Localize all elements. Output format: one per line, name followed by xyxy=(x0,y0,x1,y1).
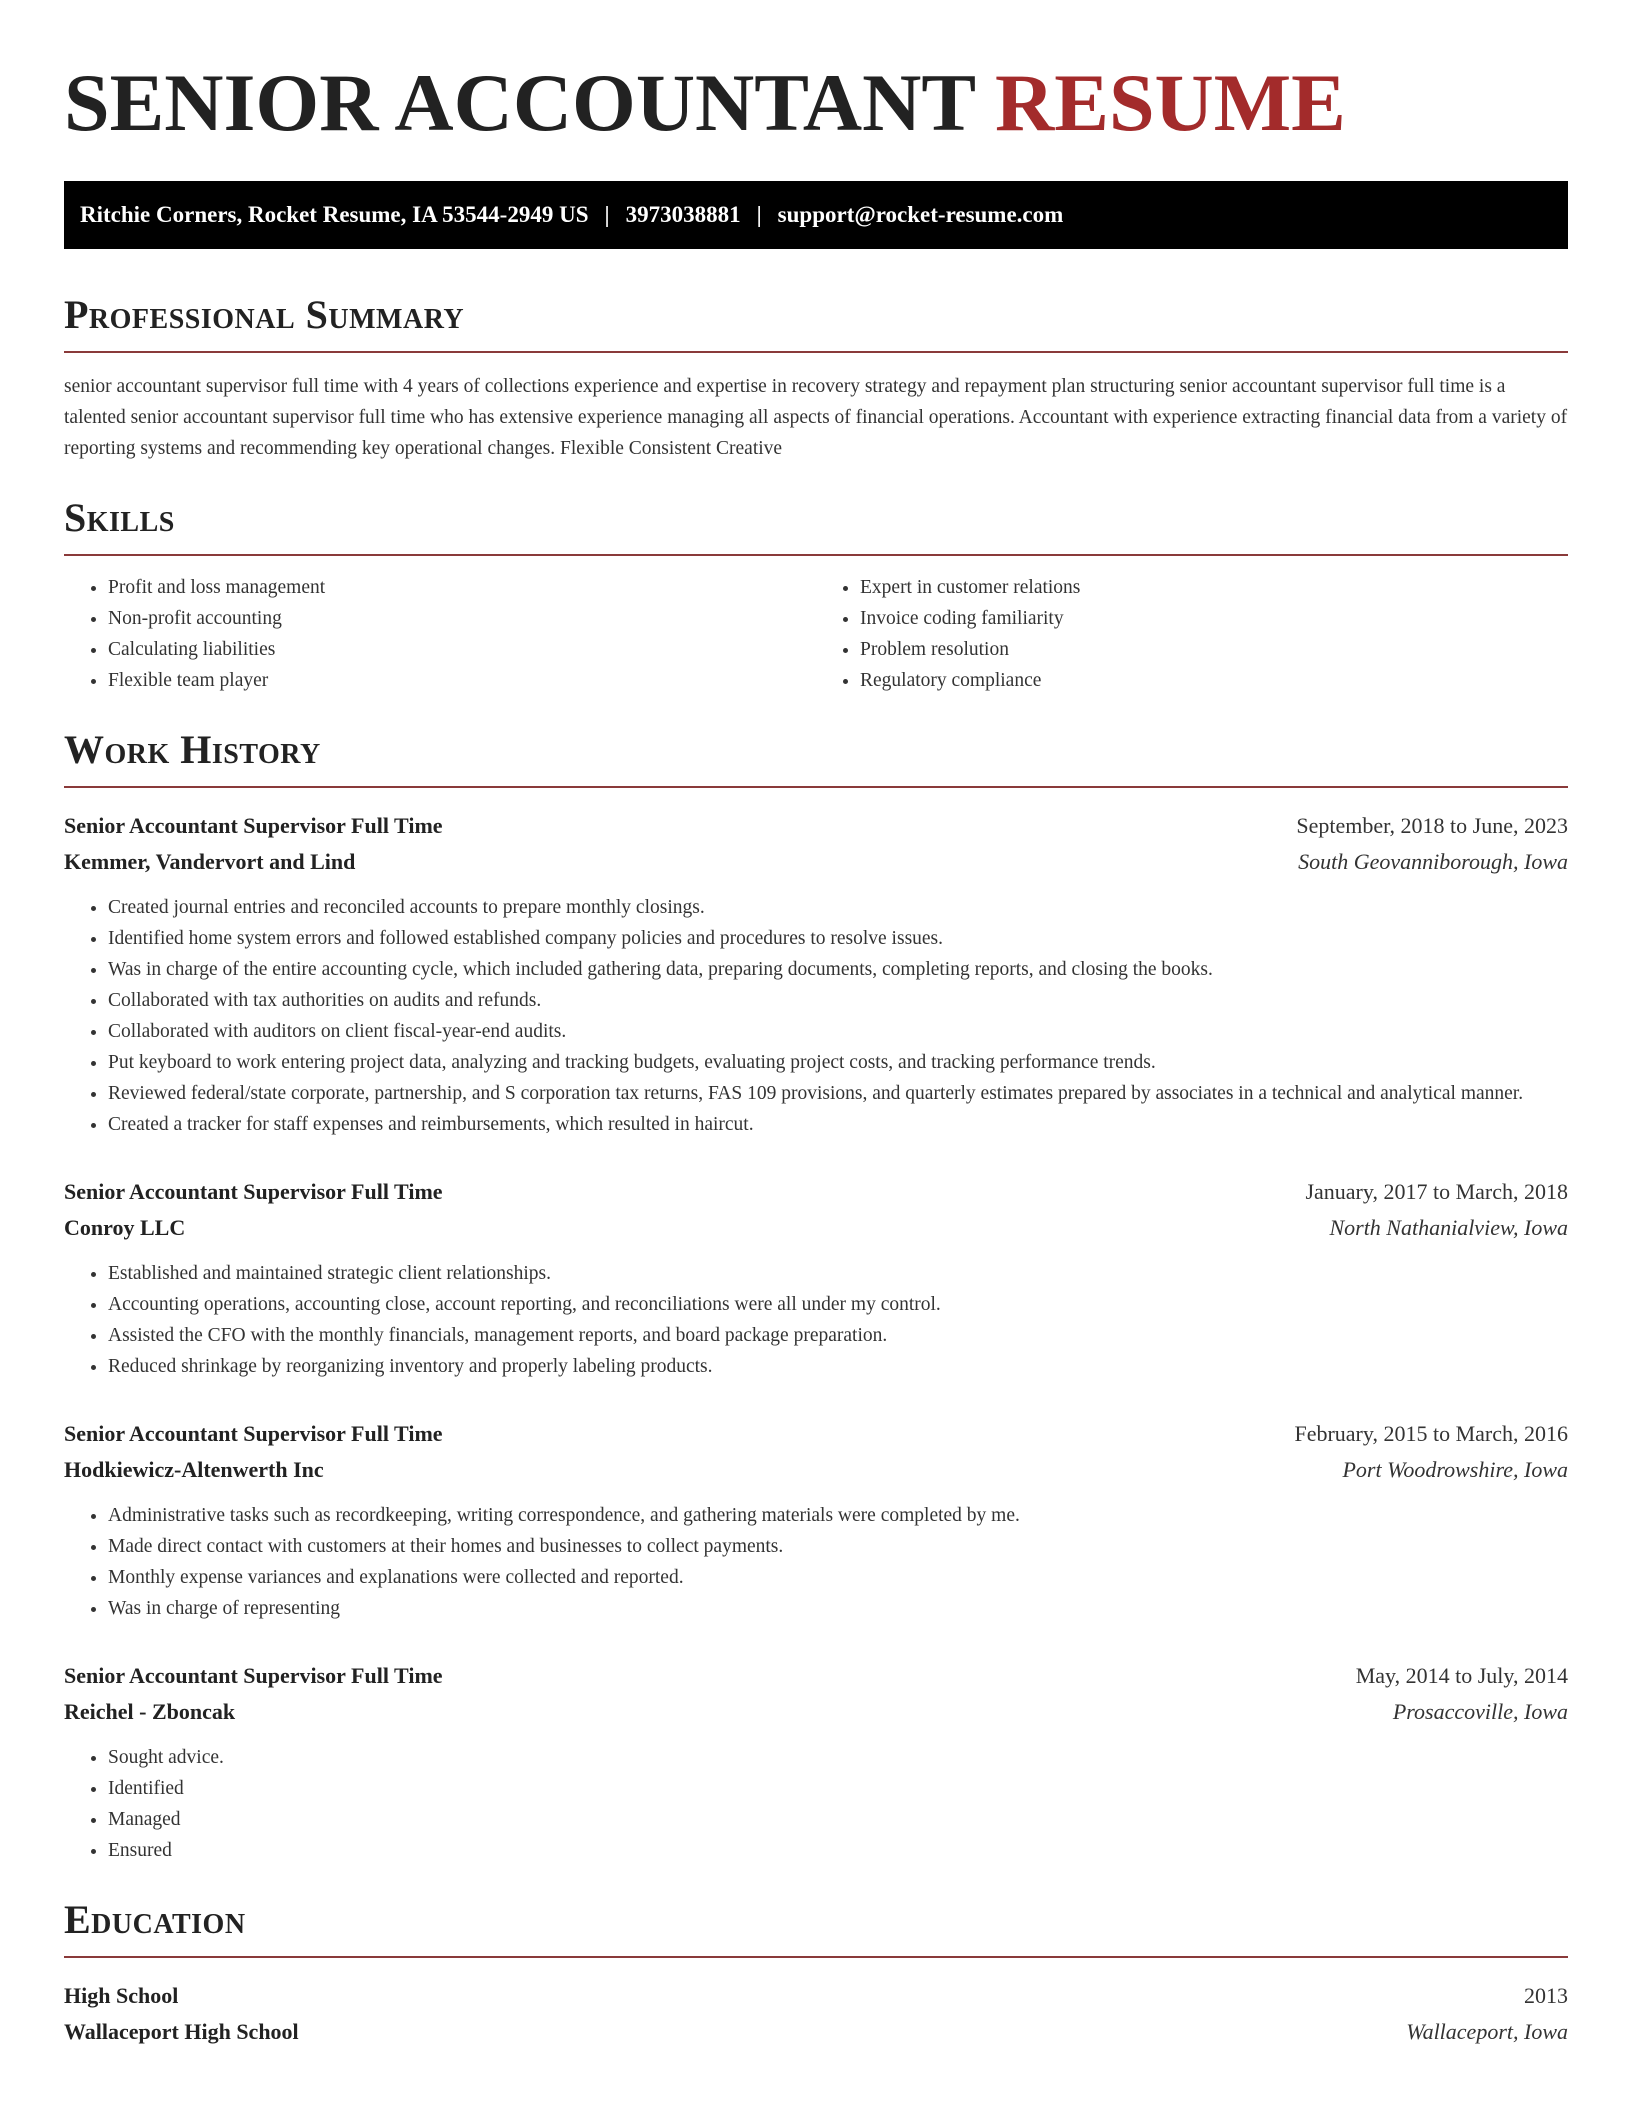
job-entry xyxy=(64,1416,1568,1624)
job-bullet: • Monthly expense variances and explanations were collected and reported. xyxy=(108,1562,1568,1593)
job-bullet: • Ensured xyxy=(108,1835,1568,1866)
job-bullet: • Identified xyxy=(108,1773,1568,1804)
summary-text: senior accountant supervisor full time with 4 years of collections experience and expertise in recovery strategy and repayment plan structuring senior accountant supervisor full time is a talented senior accountant supervisor full time who has extensive experience managing all aspects of financial operations. Accountant with experience extracting financial data from a variety of reporting systems and recommending key operational changes. Flexible Consistent Creative xyxy=(64,376,1568,459)
job-company: Hodkiewicz-Altenwerth Inc xyxy=(64,1457,324,1482)
education-location: Wallaceport, Iowa xyxy=(1406,2019,1568,2044)
job-company: Conroy LLC xyxy=(64,1215,186,1240)
job-bullet: • Created journal entries and reconciled accounts to prepare monthly closings. xyxy=(108,892,1568,923)
job-location: Prosaccoville, Iowa xyxy=(1392,1699,1568,1724)
job-title: Senior Accountant Supervisor Full Time xyxy=(64,1179,443,1204)
job-bullet: • Identified home system errors and followed established company policies and procedures to resolve issues. xyxy=(108,923,1568,954)
job-company-row xyxy=(64,1452,1568,1488)
contact-phone: 3973038881 xyxy=(625,202,741,227)
skill-item: • Regulatory compliance xyxy=(860,665,1568,696)
job-dates: February, 2015 to March, 2016 xyxy=(1294,1421,1568,1446)
job-bullet: • Collaborated with auditors on client fiscal-year-end audits. xyxy=(108,1016,1568,1047)
skills-heading: Skills xyxy=(64,495,175,540)
job-bullet: • Was in charge of the entire accounting cycle, which included gathering data, preparing documents, completing reports, and closing the books. xyxy=(108,954,1568,985)
job-title: Senior Accountant Supervisor Full Time xyxy=(64,1663,443,1688)
skills-column-right xyxy=(816,572,1568,696)
section-divider xyxy=(64,786,1568,788)
education-header-row xyxy=(64,1978,1568,2014)
job-bullets xyxy=(64,1258,1568,1382)
contact-email: support@rocket-resume.com xyxy=(777,202,1064,227)
job-bullet: • Reviewed federal/state corporate, partnership, and S corporation tax returns, FAS 109 provisions, and quarterly estimates prepared by associates in a technical and analytical manner. xyxy=(108,1078,1568,1109)
contact-separator: | xyxy=(756,202,762,227)
education-section xyxy=(64,1896,1568,2050)
title-accent: RESUME xyxy=(995,57,1346,148)
job-company: Reichel - Zboncak xyxy=(64,1699,236,1724)
work-history-heading: Work History xyxy=(64,727,321,772)
skill-item: • Calculating liabilities xyxy=(108,634,816,665)
summary-heading: Professional Summary xyxy=(64,292,465,337)
job-location: South Geovanniborough, Iowa xyxy=(1298,849,1568,874)
skill-item: • Non-profit accounting xyxy=(108,603,816,634)
job-location: Port Woodrowshire, Iowa xyxy=(1342,1457,1568,1482)
job-header-row xyxy=(64,1174,1568,1210)
skills-section xyxy=(64,494,1568,696)
job-dates: January, 2017 to March, 2018 xyxy=(1305,1179,1568,1204)
job-dates: May, 2014 to July, 2014 xyxy=(1355,1663,1568,1688)
job-header-row xyxy=(64,1658,1568,1694)
skill-item: • Expert in customer relations xyxy=(860,572,1568,603)
job-entry xyxy=(64,1658,1568,1866)
section-divider xyxy=(64,1956,1568,1958)
job-company-row xyxy=(64,844,1568,880)
contact-bar xyxy=(64,181,1568,249)
job-bullet: • Reduced shrinkage by reorganizing inventory and properly labeling products. xyxy=(108,1351,1568,1382)
contact-separator: | xyxy=(604,202,610,227)
job-bullet: • Administrative tasks such as recordkeeping, writing correspondence, and gathering materials were completed by me. xyxy=(108,1500,1568,1531)
job-bullet: • Collaborated with tax authorities on audits and refunds. xyxy=(108,985,1568,1016)
work-history-section xyxy=(64,726,1568,1866)
education-school: Wallaceport High School xyxy=(64,2019,299,2044)
job-bullet: • Established and maintained strategic client relationships. xyxy=(108,1258,1568,1289)
job-entry xyxy=(64,1174,1568,1382)
education-entry xyxy=(64,1978,1568,2050)
job-company-row xyxy=(64,1694,1568,1730)
job-title: Senior Accountant Supervisor Full Time xyxy=(64,813,443,838)
job-entry xyxy=(64,808,1568,1140)
job-dates: September, 2018 to June, 2023 xyxy=(1296,813,1568,838)
education-heading: Education xyxy=(64,1897,246,1942)
job-bullet: • Accounting operations, accounting close, account reporting, and reconciliations were all under my control. xyxy=(108,1289,1568,1320)
job-header-row xyxy=(64,808,1568,844)
job-bullets xyxy=(64,1500,1568,1624)
skill-item: • Problem resolution xyxy=(860,634,1568,665)
job-company: Kemmer, Vandervort and Lind xyxy=(64,849,356,874)
summary-section xyxy=(64,291,1568,464)
skills-grid xyxy=(64,572,1568,696)
job-location: North Nathanialview, Iowa xyxy=(1329,1215,1568,1240)
education-degree: High School xyxy=(64,1983,179,2008)
job-title: Senior Accountant Supervisor Full Time xyxy=(64,1421,443,1446)
education-school-row xyxy=(64,2014,1568,2050)
title-main: SENIOR ACCOUNTANT xyxy=(64,57,975,148)
job-bullet: • Created a tracker for staff expenses and reimbursements, which resulted in haircut. xyxy=(108,1109,1568,1140)
skill-item: • Flexible team player xyxy=(108,665,816,696)
job-bullet: • Sought advice. xyxy=(108,1742,1568,1773)
skill-item: • Profit and loss management xyxy=(108,572,816,603)
job-bullet: • Was in charge of representing xyxy=(108,1593,1568,1624)
job-bullet: • Assisted the CFO with the monthly financials, management reports, and board package preparation. xyxy=(108,1320,1568,1351)
job-bullet: • Managed xyxy=(108,1804,1568,1835)
job-bullet: • Made direct contact with customers at their homes and businesses to collect payments. xyxy=(108,1531,1568,1562)
skill-item: • Invoice coding familiarity xyxy=(860,603,1568,634)
contact-address: Ritchie Corners, Rocket Resume, IA 53544-2949 US xyxy=(80,202,589,227)
education-year: 2013 xyxy=(1524,1983,1568,2008)
job-bullets xyxy=(64,1742,1568,1866)
resume-title xyxy=(64,55,1568,151)
job-bullets xyxy=(64,892,1568,1140)
job-bullet: • Put keyboard to work entering project data, analyzing and tracking budgets, evaluating project costs, and tracking performance trends. xyxy=(108,1047,1568,1078)
job-header-row xyxy=(64,1416,1568,1452)
section-divider xyxy=(64,554,1568,556)
job-company-row xyxy=(64,1210,1568,1246)
skills-column-left xyxy=(64,572,816,696)
section-divider xyxy=(64,351,1568,353)
